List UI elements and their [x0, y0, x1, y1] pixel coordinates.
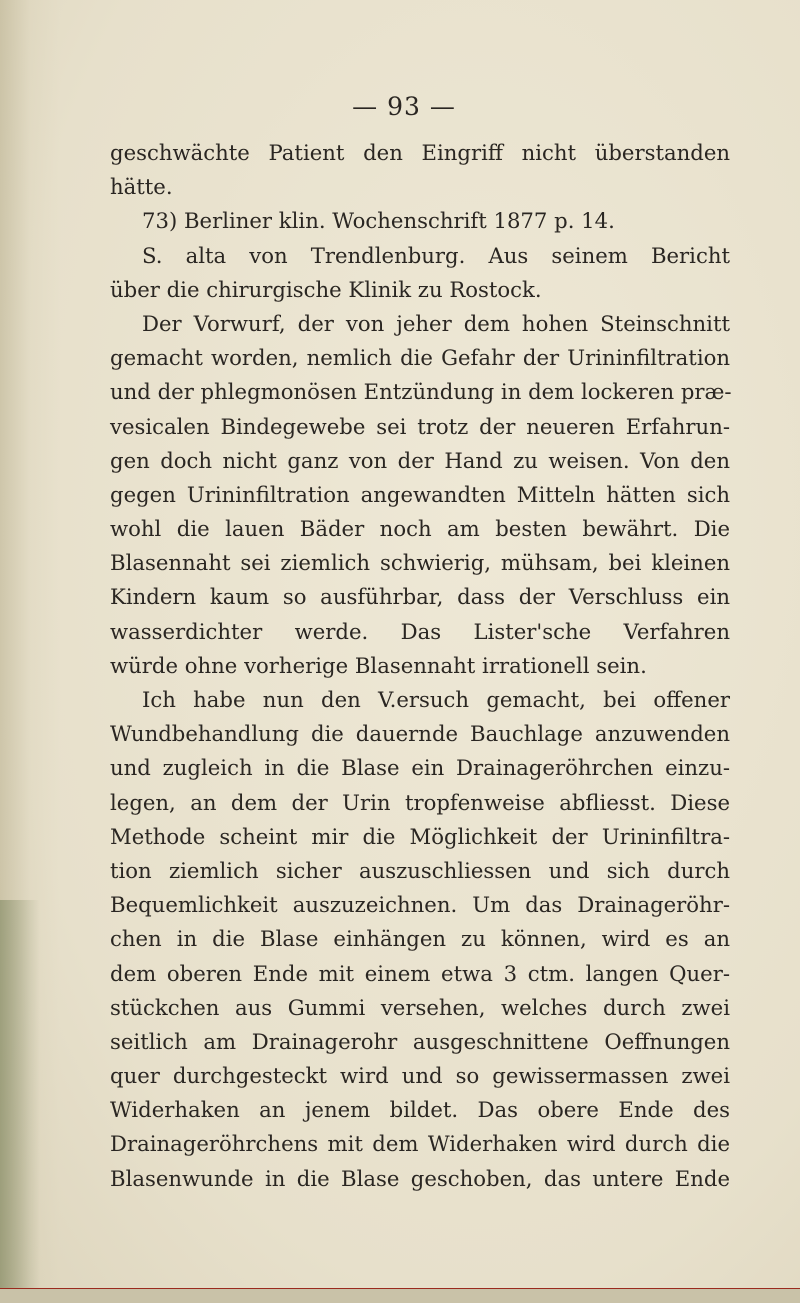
text-line: Blasennaht sei ziemlich schwierig, mühsam, bei kleinen — [110, 550, 730, 576]
text-line: seitlich am Drainagerohr ausgeschnittene Oeffnungen — [110, 1028, 730, 1054]
text-line: dem oberen Ende mit einem etwa 3 ctm. langen Quer- — [110, 960, 730, 986]
text-line: Bequemlichkeit auszuzeichnen. Um das Drainageröhr- — [110, 892, 730, 918]
text-line: und zugleich in die Blase ein Drainageröhrchen einzu- — [110, 755, 730, 781]
text-line: Der Vorwurf, der von jeher dem hohen Steinschnitt — [142, 310, 730, 336]
text-line: Drainageröhrchens mit dem Widerhaken wird durch die — [110, 1131, 730, 1157]
bottom-edge-strip — [0, 1289, 800, 1303]
text-line: legen, an dem der Urin tropfenweise abfliesst. Diese — [110, 789, 730, 815]
text-line: tion ziemlich sicher auszuschliessen und sich durch — [110, 857, 730, 883]
text-line: hätte. — [110, 174, 173, 200]
text-line: gegen Urininfiltration angewandten Mitteln hätten sich — [110, 481, 730, 507]
text-line: Kindern kaum so ausführbar, dass der Verschluss ein — [110, 584, 730, 610]
text-line: über die chirurgische Klinik zu Rostock. — [110, 276, 542, 302]
text-line: quer durchgesteckt wird und so gewissermassen zwei — [110, 1063, 730, 1089]
text-line: Ich habe nun den V.ersuch gemacht, bei offener — [142, 687, 730, 712]
text-line: vesicalen Bindegewebe sei trotz der neueren Erfahrun- — [110, 413, 730, 439]
text-line: gen doch nicht ganz von der Hand zu weisen. Von den — [110, 447, 730, 473]
text-line: 73) Berliner klin. Wochenschrift 1877 p. 14. — [142, 208, 615, 234]
body-text — [110, 136, 730, 1196]
text-line: würde ohne vorherige Blasennaht irrationell sein. — [110, 652, 647, 678]
text-line: Methode scheint mir die Möglichkeit der Urininfiltra- — [110, 823, 730, 849]
text-line: geschwächte Patient den Eingriff nicht überstanden — [110, 140, 730, 165]
text-line: Widerhaken an jenem bildet. Das obere Ende des — [110, 1097, 730, 1123]
page-number: — 93 — — [352, 92, 456, 121]
text-line: wasserdichter werde. Das Lister'sche Verfahren — [110, 618, 730, 644]
text-line: Blasenwunde in die Blase geschoben, das untere Ende — [110, 1165, 730, 1191]
text-line: chen in die Blase einhängen zu können, wird es an — [110, 926, 730, 952]
text-line: und der phlegmonösen Entzündung in dem lockeren præ- — [110, 379, 732, 405]
text-line: S. alta von Trendlenburg. Aus seinem Bericht — [142, 242, 730, 268]
text-line: gemacht worden, nemlich die Gefahr der Urininfiltration — [110, 345, 730, 371]
text-line: stückchen aus Gummi versehen, welches durch zwei — [110, 994, 730, 1020]
text-line: wohl die lauen Bäder noch am besten bewährt. Die — [110, 516, 730, 542]
page-edge-shadow — [0, 900, 40, 1303]
text-line: Wundbehandlung die dauernde Bauchlage anzuwenden — [110, 721, 730, 747]
